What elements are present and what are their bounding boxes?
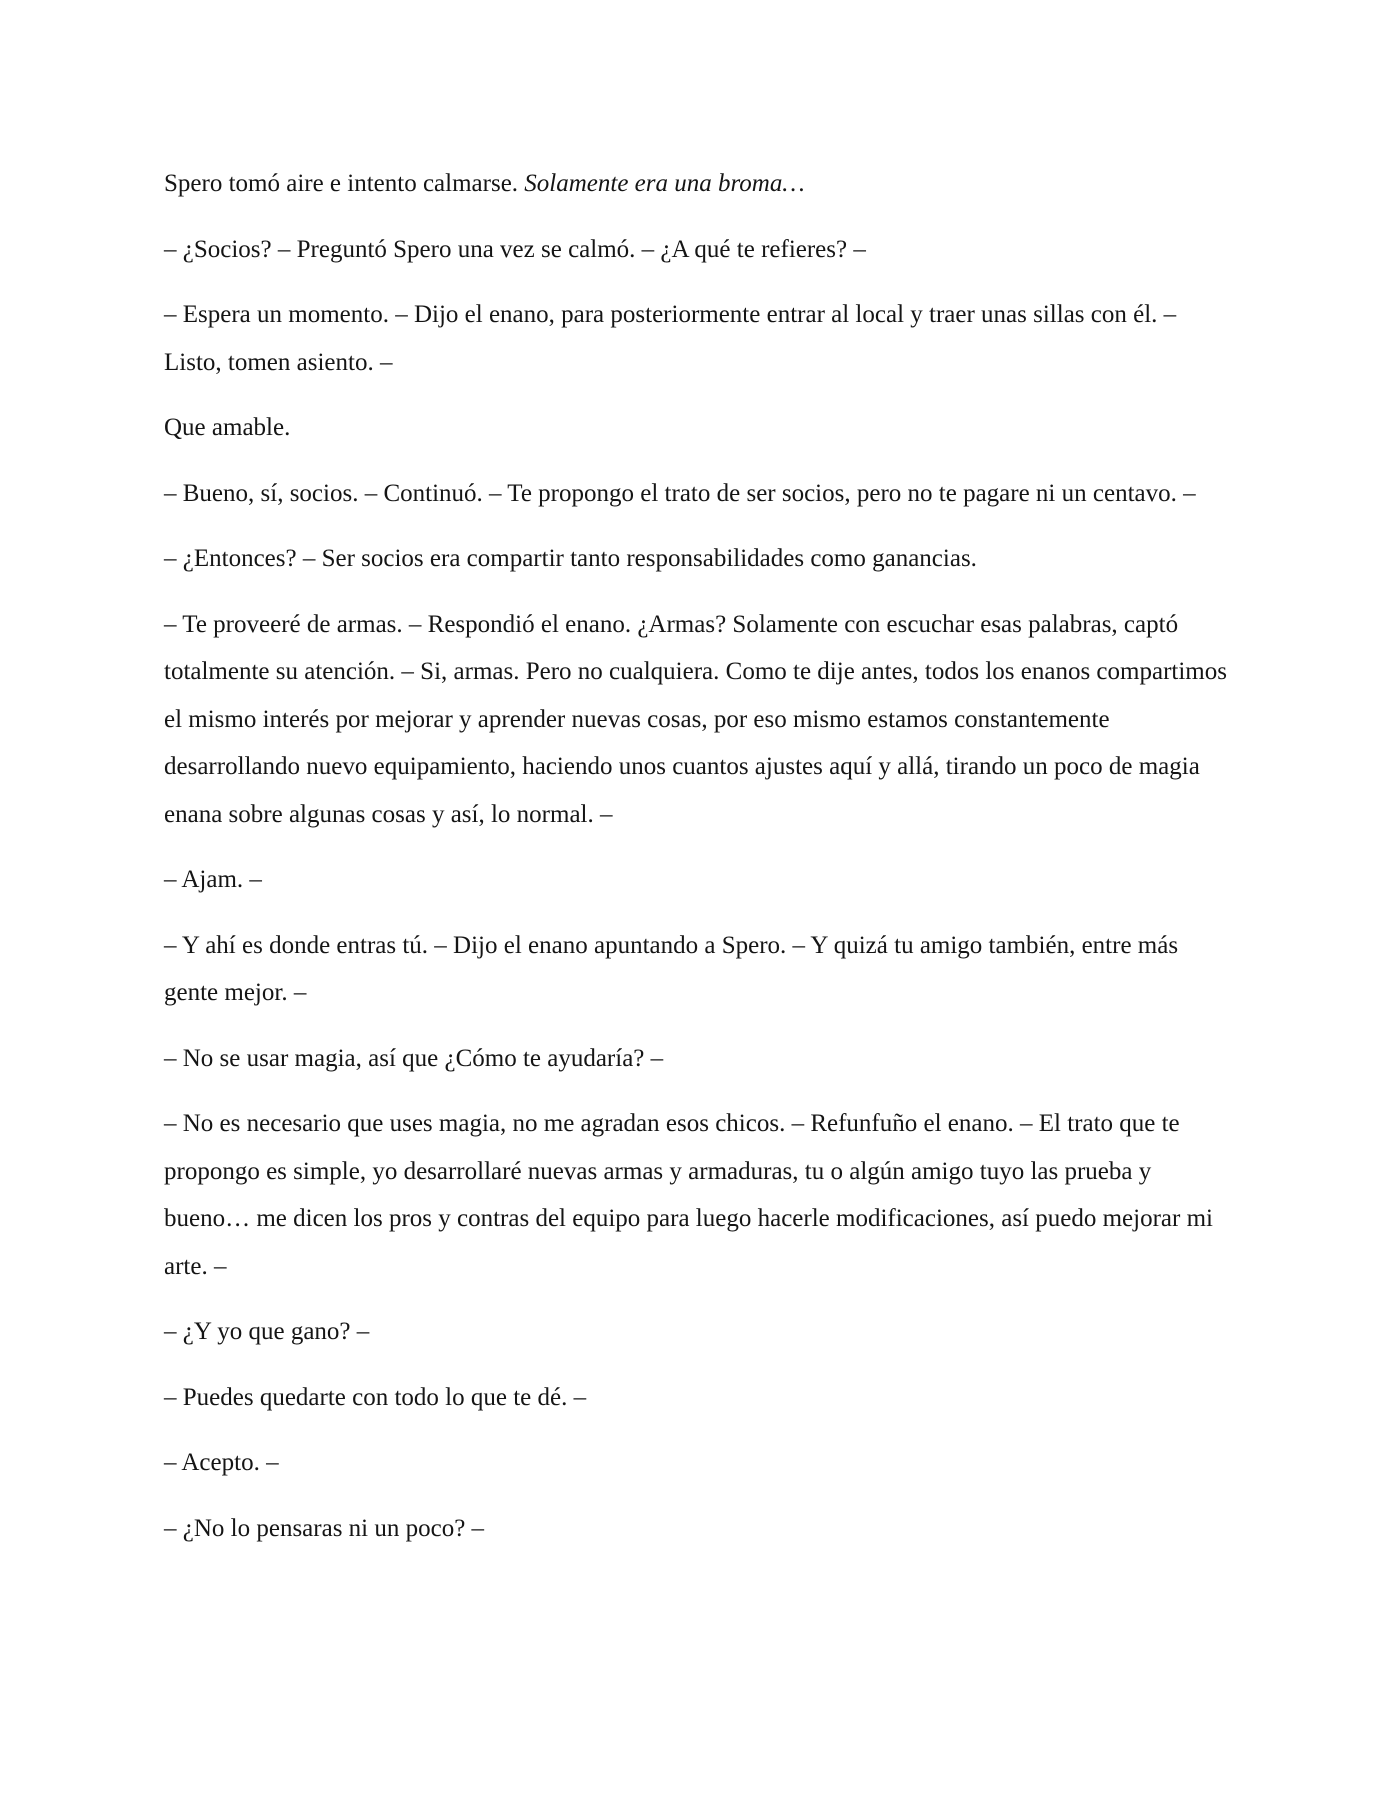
paragraph-9: – Y ahí es donde entras tú. – Dijo el enano apuntando a Spero. – Y quizá tu amigo también, entre más gente mejor. – <box>164 931 1179 1006</box>
paragraph-15: – ¿No lo pensaras ni un poco? – <box>164 1514 485 1542</box>
paragraph-3: – Espera un momento. – Dijo el enano, para posteriormente entrar al local y traer unas sillas con él. – Listo, tomen asiento. – <box>164 301 1177 376</box>
paragraph-7: – Te proveeré de armas. – Respondió el enano. ¿Armas? Solamente con escuchar esas palabras, captó totalmente su atención. – Si, armas. Pero no cualquiera. Como te dije antes, todos los enanos compartimos el mismo interés por mejorar y aprender nuevas cosas, por eso mismo estamos constantemente desarrollando nuevo equipamiento, haciendo unos cuantos ajustes aquí y allá, tirando un poco de magia enana sobre algunas cosas y así, lo normal. – <box>164 610 1227 828</box>
paragraph-5: – Bueno, sí, socios. – Continuó. – Te propongo el trato de ser socios, pero no te pagare ni un centavo. – <box>164 479 1196 507</box>
paragraph-10: – No se usar magia, así que ¿Cómo te ayudaría? – <box>164 1044 664 1072</box>
paragraph-14: – Acepto. – <box>164 1449 279 1476</box>
paragraph-4: Que amable. <box>164 414 291 441</box>
paragraph-11: – No es necesario que uses magia, no me agradan esos chicos. – Refunfuño el enano. – El trato que te propongo es simple, yo desarrollaré nuevas armas y armaduras, tu o algún amigo tuyo las prueba y bueno… me dicen los pros y contras del equipo para luego hacerle modificaciones, así puedo mejorar mi arte. – <box>164 1110 1213 1280</box>
paragraph-12: – ¿Y yo que gano? – <box>164 1318 370 1345</box>
document-page <box>164 160 1236 1570</box>
paragraph-1: Spero tomó aire e intento calmarse. Solamente era una broma… <box>164 170 805 197</box>
paragraph-6: – ¿Entonces? – Ser socios era compartir tanto responsabilidades como ganancias. <box>164 545 977 572</box>
paragraph-8: – Ajam. – <box>164 866 262 893</box>
paragraph-2: – ¿Socios? – Preguntó Spero una vez se calmó. – ¿A qué te refieres? – <box>164 235 866 263</box>
paragraph-13: – Puedes quedarte con todo lo que te dé. – <box>164 1383 587 1411</box>
italic-thought: Solamente era una broma… <box>524 170 805 197</box>
